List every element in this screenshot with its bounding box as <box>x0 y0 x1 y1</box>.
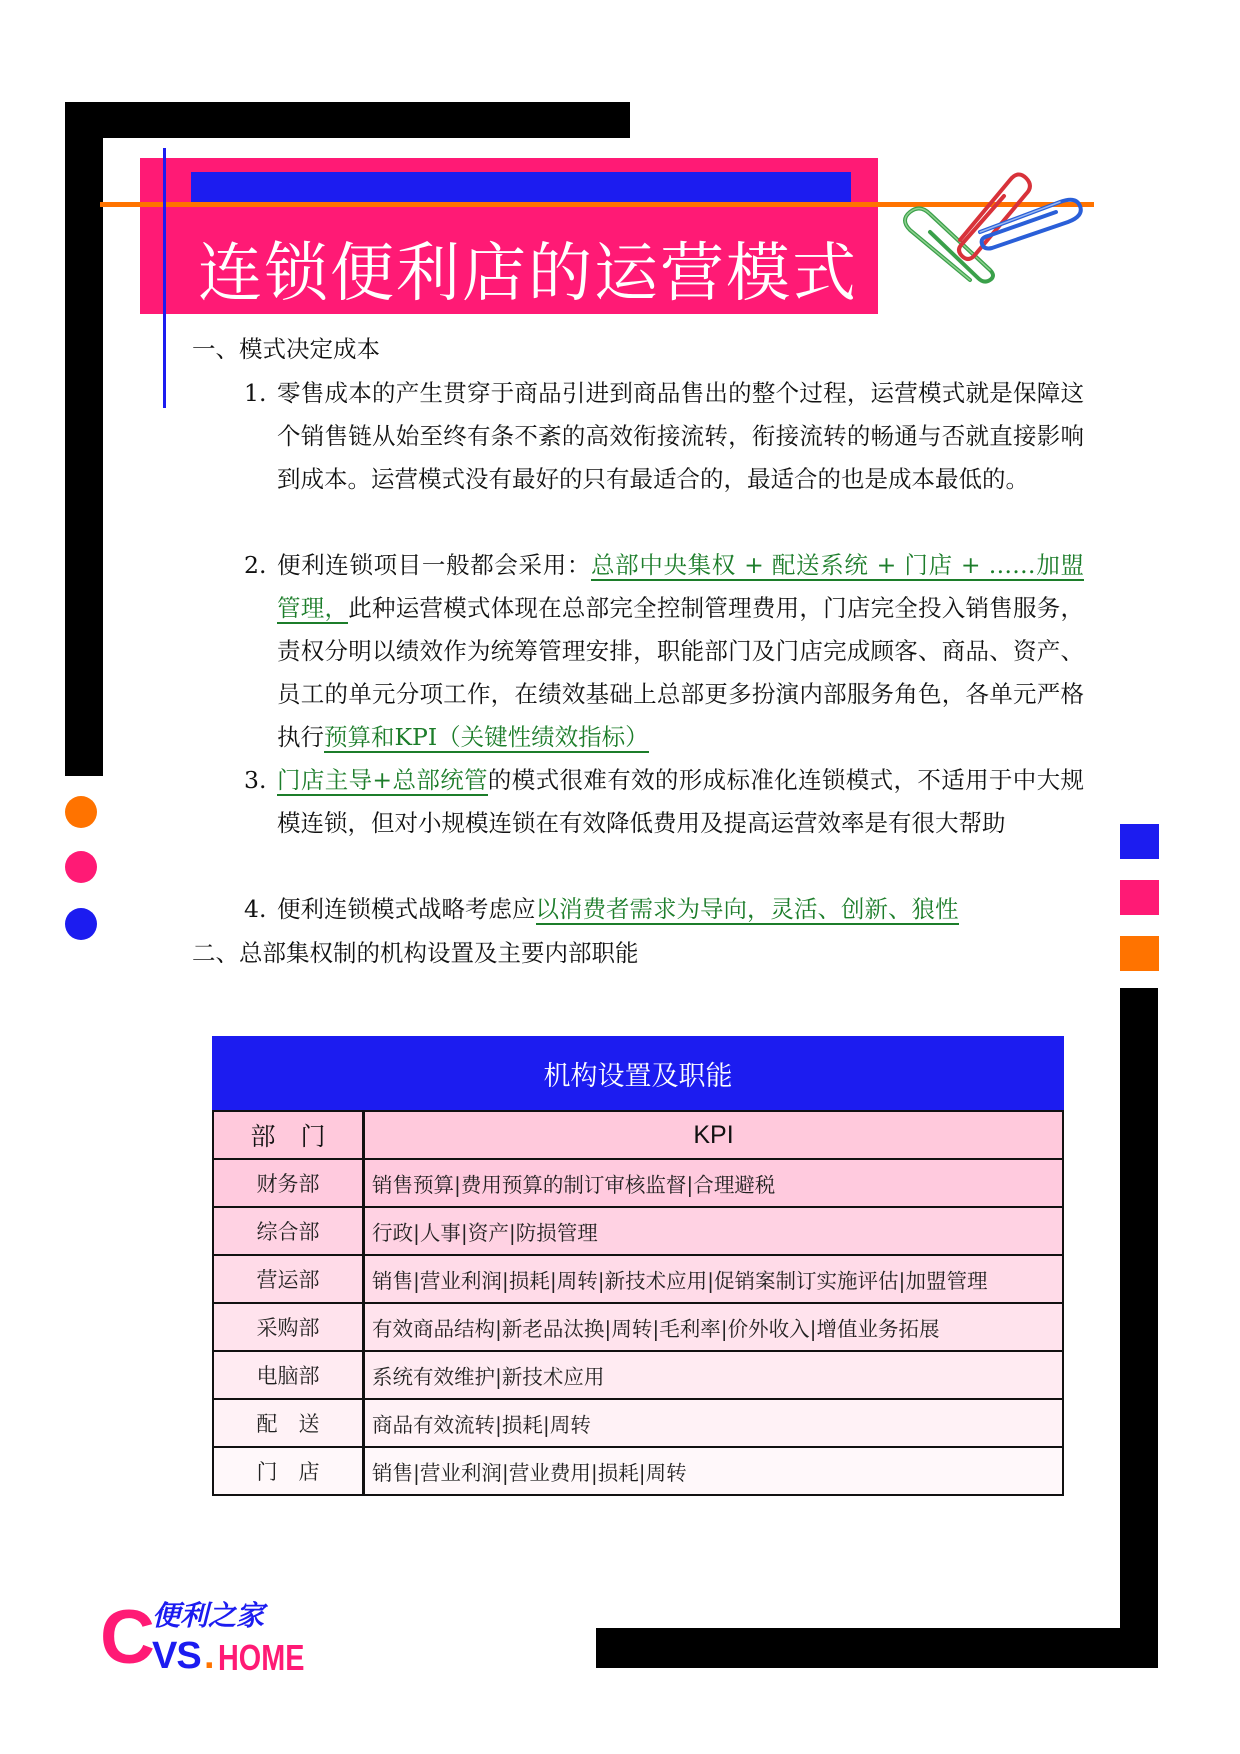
kpi-cell: 商品有效流转|损耗|周转 <box>372 1413 591 1437</box>
logo-letters-vs: VS <box>152 1635 201 1677</box>
item-number: 3. <box>244 766 267 794</box>
item-text-lead: 便利连锁项目一般都会采用： <box>277 551 592 579</box>
decor-dot-pink <box>65 851 97 883</box>
col-header-dept: 部 门 <box>214 1112 365 1158</box>
item-text <box>277 759 1084 845</box>
decor-square-orange <box>1120 936 1159 971</box>
decor-dot-blue <box>65 908 97 940</box>
highlight-operating-model: 总部中央集权 + 配送系统 + 门店 + ……加盟管理， <box>277 551 1084 622</box>
org-structure-table <box>212 1036 1064 1496</box>
frame-bar-bottom <box>596 1628 1158 1668</box>
kpi-cell: 行政|人事|资产|防损管理 <box>372 1221 598 1245</box>
kpi-cell: 销售|营业利润|损耗|周转|新技术应用|促销案制订实施评估|加盟管理 <box>372 1269 988 1293</box>
list-item-2 <box>244 544 1084 759</box>
logo-word-home: HOME <box>218 1637 305 1678</box>
table-row <box>212 1448 1064 1496</box>
logo-dot: . <box>204 1635 215 1677</box>
dept-cell: 门 店 <box>214 1448 365 1494</box>
table-header-row <box>212 1110 1064 1160</box>
list-item-1 <box>244 372 1084 501</box>
paperclip-icon <box>900 170 1100 300</box>
dept-cell: 营运部 <box>214 1256 365 1302</box>
decor-square-blue <box>1120 824 1159 859</box>
item-text <box>277 888 1084 931</box>
logo-letter-c: C <box>100 1595 155 1680</box>
decor-square-pink <box>1120 880 1159 915</box>
highlight-budget-kpi: 预算和KPI（关键性绩效指标） <box>324 723 649 751</box>
section-heading-2: 二、总部集权制的机构设置及主要内部职能 <box>192 939 639 967</box>
dept-cell: 财务部 <box>214 1160 365 1206</box>
highlight-store-led: 门店主导+总部统管 <box>277 766 488 794</box>
logo-chinese-name: 便利之家 <box>152 1599 265 1632</box>
item-text: 零售成本的产生贯穿于商品引进到商品售出的整个过程，运营模式就是保障这个销售链从始至终有条不紊的高效衔接流转，衔接流转的畅通与否就直接影响到成本。运营模式没有最好的只有最适合的，最适合的也是成本最低的。 <box>277 379 1084 493</box>
frame-bar-top <box>65 102 630 138</box>
col-header-kpi: KPI <box>693 1120 734 1149</box>
blue-vertical-rule <box>163 148 166 408</box>
item-text-lead: 便利连锁模式战略考虑应 <box>277 895 536 923</box>
table-title: 机构设置及职能 <box>212 1036 1064 1110</box>
section-heading-1: 一、模式决定成本 <box>192 335 380 363</box>
table-row <box>212 1304 1064 1352</box>
list-item-4 <box>244 888 1084 931</box>
table-row <box>212 1400 1064 1448</box>
page-title: 连锁便利店的运营模式 <box>198 237 858 311</box>
title-blue-strip <box>191 172 851 202</box>
kpi-cell: 有效商品结构|新老品汰换|周转|毛利率|价外收入|增值业务拓展 <box>372 1317 940 1341</box>
table-row <box>212 1208 1064 1256</box>
dept-cell: 配 送 <box>214 1400 365 1446</box>
brand-logo <box>100 1595 340 1680</box>
item-text <box>277 544 1084 759</box>
item-number: 4. <box>244 895 267 923</box>
dept-cell: 采购部 <box>214 1304 365 1350</box>
item-text-body: 的模式很难有效的形成标准化连锁模式，不适用于中大规模连锁，但对小规模连锁在有效降低费用及提高运营效率是有很大帮助 <box>277 766 1085 837</box>
item-number: 1. <box>244 379 267 407</box>
kpi-cell: 销售|营业利润|营业费用|损耗|周转 <box>372 1461 687 1485</box>
decor-dot-orange <box>65 796 97 828</box>
kpi-cell: 销售预算|费用预算的制订审核监督|合理避税 <box>372 1173 776 1197</box>
list-item-3 <box>244 759 1084 845</box>
frame-bar-left <box>65 102 103 776</box>
kpi-cell: 系统有效维护|新技术应用 <box>372 1365 605 1389</box>
item-text-body: 此种运营模式体现在总部完全控制管理费用，门店完全投入销售服务，责权分明以绩效作为统筹管理安排，职能部门及门店完成顾客、商品、资产、员工的单元分项工作，在绩效基础上总部更多扮演内部服务角色，各单元严格执行 <box>277 594 1085 751</box>
highlight-consumer-oriented: 以消费者需求为导向，灵活、创新、狼性 <box>535 895 959 923</box>
table-row <box>212 1352 1064 1400</box>
frame-bar-right <box>1120 988 1158 1668</box>
item-number: 2. <box>244 551 267 579</box>
dept-cell: 综合部 <box>214 1208 365 1254</box>
dept-cell: 电脑部 <box>214 1352 365 1398</box>
table-row <box>212 1160 1064 1208</box>
table-row <box>212 1256 1064 1304</box>
